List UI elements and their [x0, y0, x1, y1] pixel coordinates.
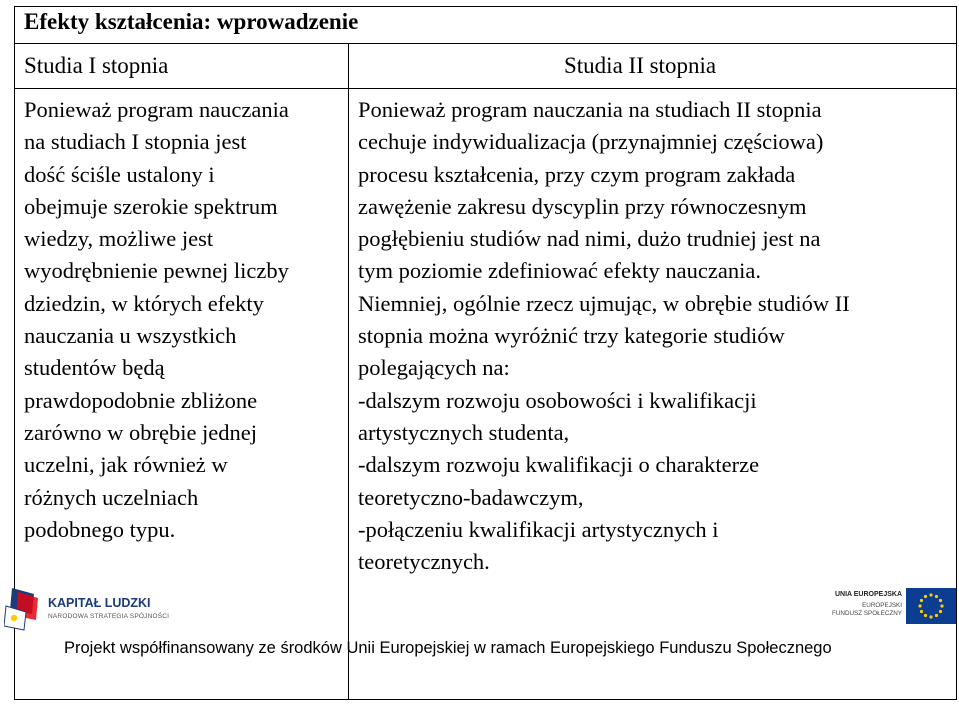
- eu-star-icon: [935, 614, 938, 617]
- kapital-ludzki-subtitle: NARODOWA STRATEGIA SPÓJNOŚCI: [48, 613, 170, 620]
- text-line: studentów będą: [24, 355, 165, 381]
- eu-efs-logo: [818, 588, 958, 628]
- eu-star-icon: [939, 599, 942, 602]
- eu-star-icon: [924, 595, 927, 598]
- text-line: Ponieważ program nauczania: [24, 97, 289, 122]
- text-line: wiedzy, możliwe jest: [24, 226, 214, 252]
- eu-star-icon: [940, 604, 943, 607]
- eu-star-icon: [918, 604, 921, 607]
- text-line: pogłębieniu studiów nad nimi, dużo trudniej jest na: [358, 226, 821, 252]
- text-line: teoretycznych.: [358, 549, 490, 575]
- kapital-ludzki-name: KAPITAŁ LUDZKI: [48, 596, 151, 610]
- text-line: obejmuje szerokie spektrum: [24, 193, 278, 219]
- text-line: cechuje indywidualizacja (przynajmniej częściowa): [358, 129, 824, 155]
- text-line: teoretyczno-badawczym,: [358, 484, 584, 510]
- column-divider: [348, 44, 349, 700]
- eu-star-icon: [920, 599, 923, 602]
- eu-star-icon: [929, 593, 932, 596]
- slide-title: Efekty kształcenia: wprowadzenie: [24, 9, 359, 34]
- text-line: stopnia można wyróżnić trzy kategorie studiów: [358, 323, 785, 349]
- text-line: wyodrębnienie pewnej liczby: [24, 258, 289, 284]
- eu-star-icon: [924, 614, 927, 617]
- text-line: dziedzin, w których efekty: [24, 290, 264, 316]
- text-line: artystycznych studenta,: [358, 419, 570, 445]
- eu-star-icon: [939, 610, 942, 613]
- eu-star-icon: [929, 615, 932, 618]
- header-left: Studia I stopnia: [24, 53, 169, 78]
- kapital-ludzki-logo: [4, 584, 184, 634]
- header-right: Studia II stopnia: [564, 53, 717, 78]
- header-divider: [14, 88, 957, 89]
- footer-funding-text: Projekt współfinansowany ze środków Unii Europejskiej w ramach Europejskiego Funduszu Społecznego: [64, 639, 832, 657]
- right-column-text: [358, 94, 948, 578]
- text-line: Niemniej, ogólnie rzecz ujmując, w obrębie studiów II: [358, 290, 850, 316]
- eu-logo-line1: UNIA EUROPEJSKA: [834, 591, 902, 598]
- text-line: -dalszym rozwoju kwalifikacji o charakterze: [358, 452, 760, 478]
- text-line: -dalszym rozwoju osobowości i kwalifikacji: [358, 387, 757, 413]
- eu-star-icon: [920, 610, 923, 613]
- text-line: nauczania u wszystkich: [24, 323, 237, 349]
- text-line: prawdopodobnie zbliżone: [24, 387, 258, 413]
- text-line: na studiach I stopnia jest: [24, 129, 247, 155]
- text-line: -połączeniu kwalifikacji artystycznych i: [358, 516, 719, 542]
- left-column-text: [24, 94, 342, 546]
- text-line: polegających na:: [358, 355, 510, 381]
- text-line: Ponieważ program nauczania na studiach II stopnia: [358, 97, 822, 122]
- text-line: procesu kształcenia, przy czym program zakłada: [358, 161, 796, 187]
- text-line: zarówno w obrębie jednej: [24, 419, 258, 445]
- text-line: zawężenie zakresu dyscyplin przy równoczesnym: [358, 193, 807, 219]
- eu-logo-line2: EUROPEJSKI: [862, 602, 902, 609]
- eu-flag-icon: [906, 588, 956, 624]
- kapital-ludzki-emblem-icon: [4, 584, 48, 634]
- text-line: różnych uczelniach: [24, 484, 199, 510]
- text-line: tym poziomie zdefiniować efekty nauczania.: [358, 258, 761, 284]
- text-line: uczelni, jak również w: [24, 452, 228, 478]
- eu-star-icon: [935, 595, 938, 598]
- eu-logo-line3: FUNDUSZ SPOŁECZNY: [832, 610, 902, 617]
- text-line: podobnego typu.: [24, 516, 176, 542]
- text-line: dość ściśle ustalony i: [24, 161, 215, 187]
